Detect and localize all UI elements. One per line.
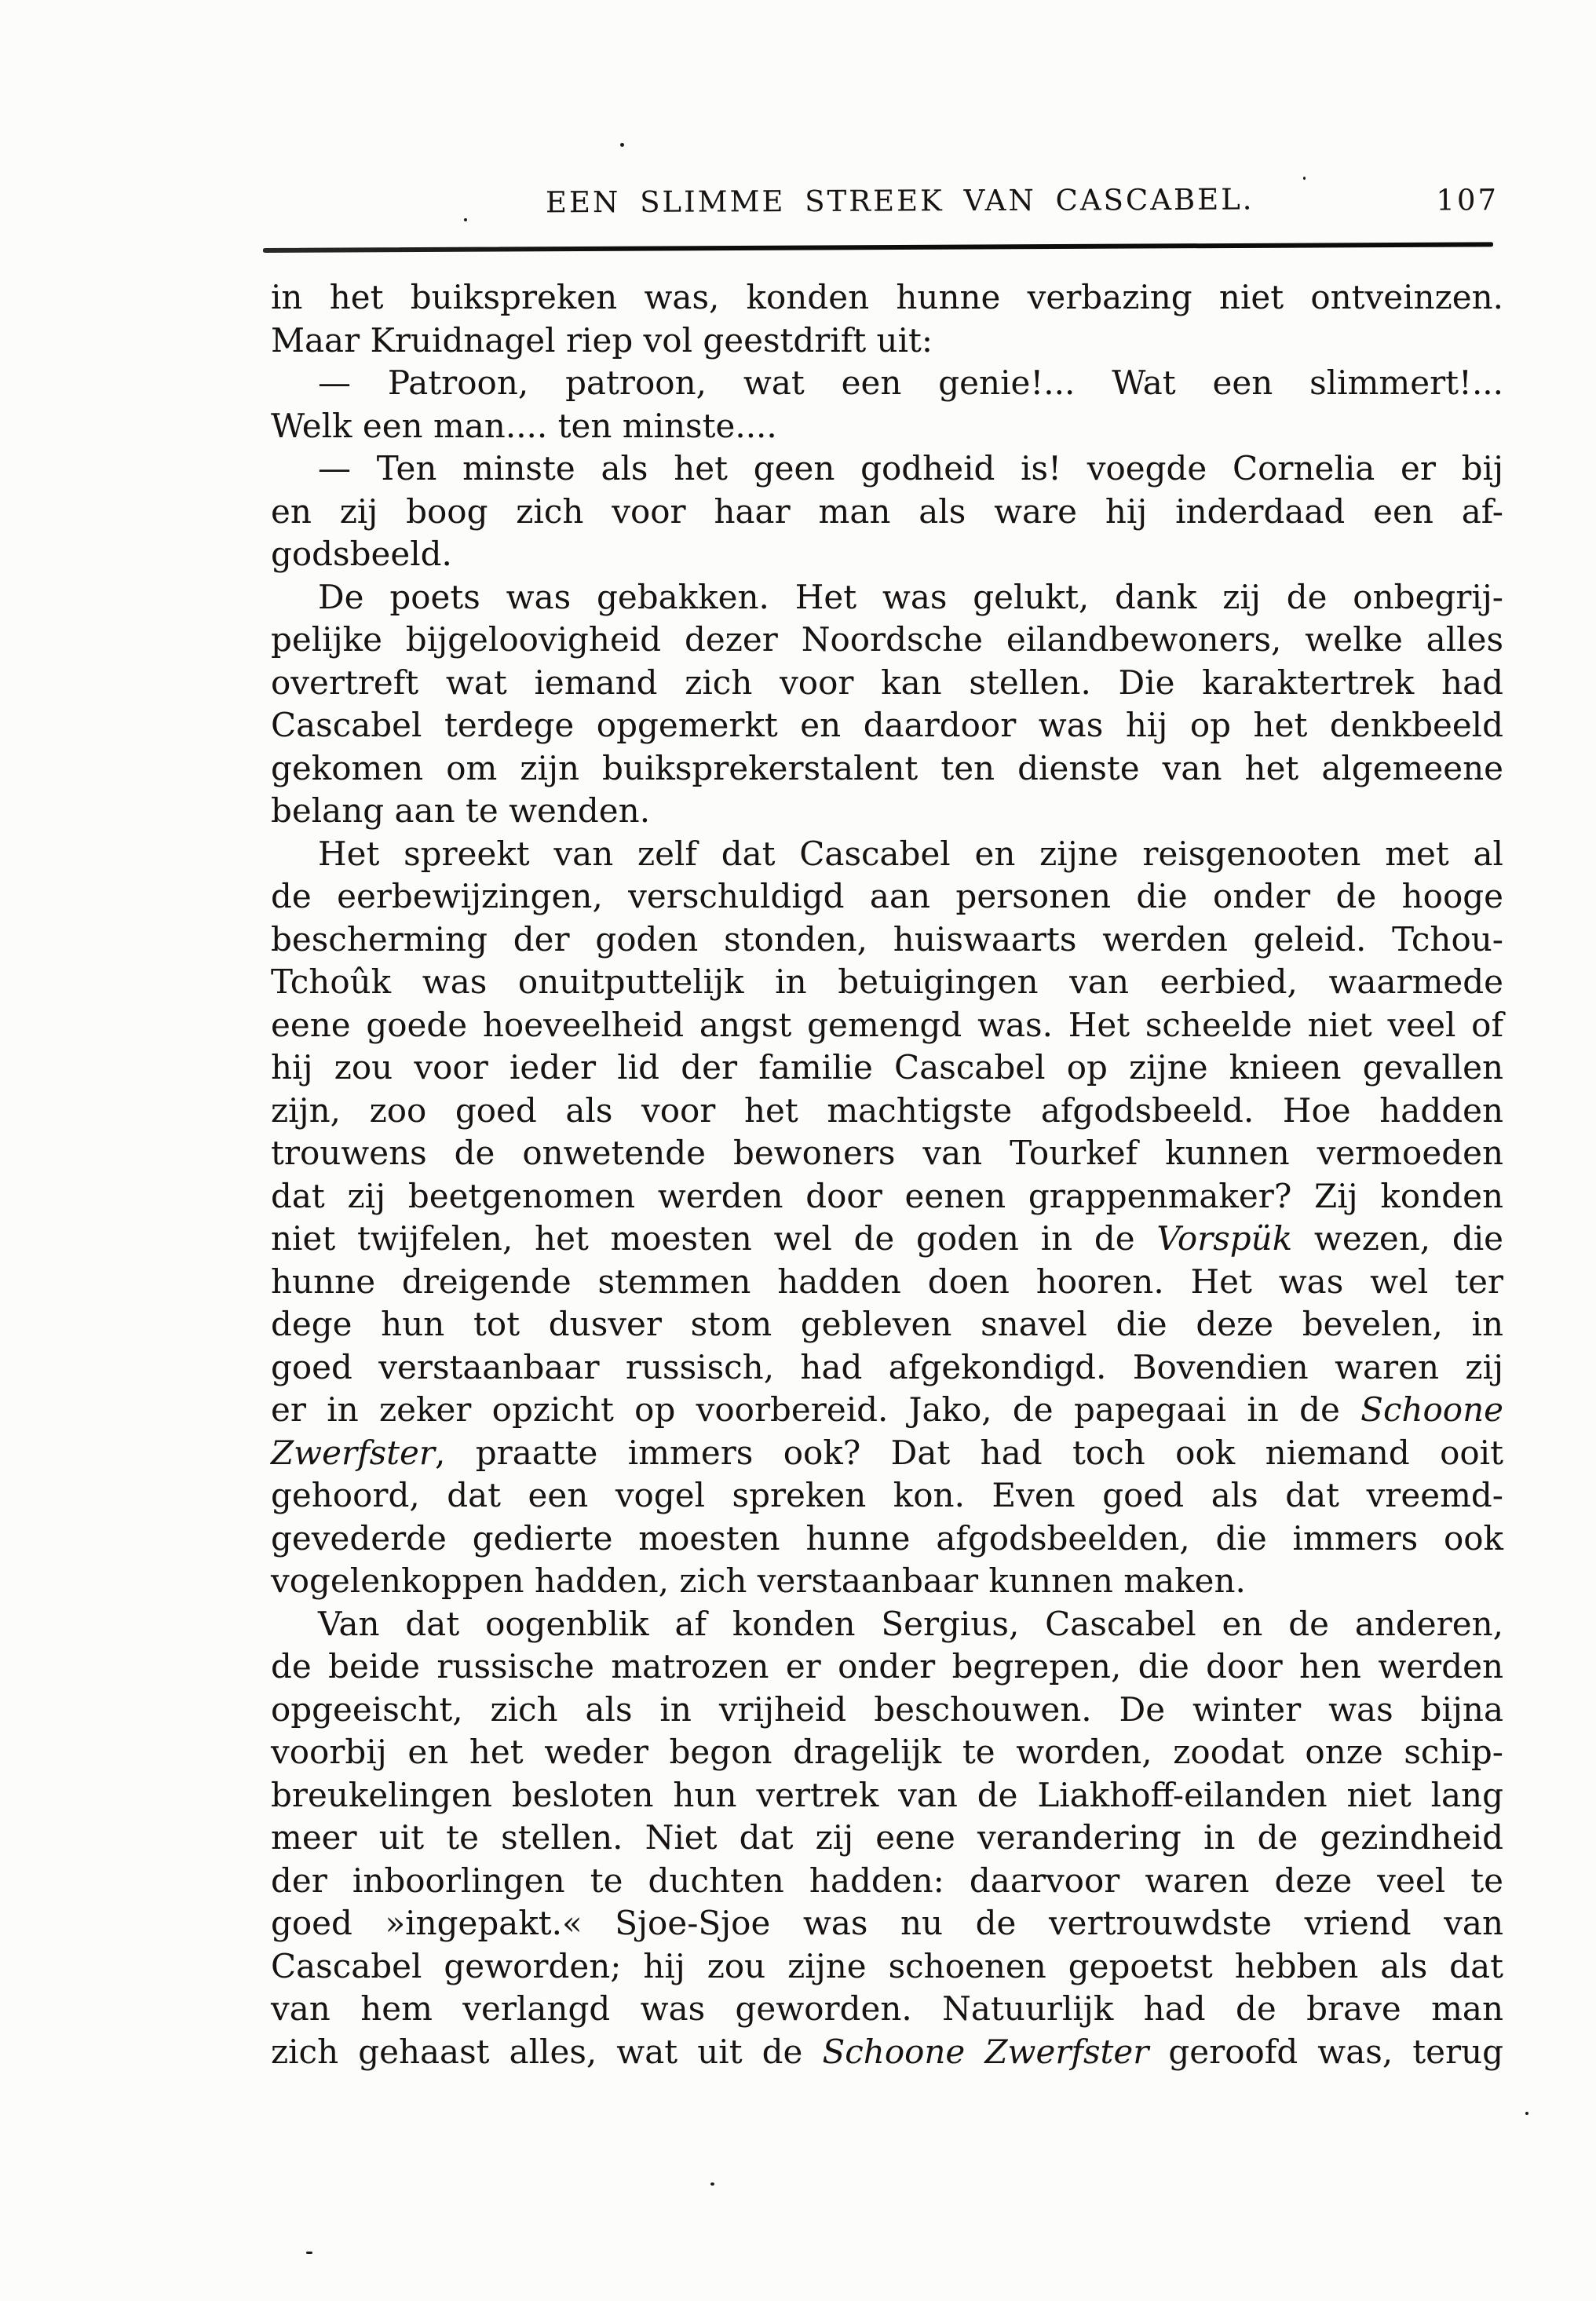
text-line (271, 1774, 1503, 1817)
text-segment: niet twijfelen, het moesten wel de goden in de (271, 1219, 1157, 1258)
text-line (271, 1346, 1503, 1390)
text-segment: De poets was gebakken. Het was gelukt, dank zij de onbegrij- (318, 577, 1503, 616)
text-segment: wezen, die (1292, 1219, 1503, 1258)
text-line (271, 1645, 1503, 1689)
text-line (271, 576, 1503, 619)
text-segment: breukelingen besloten hun vertrek van de Liakhoff-eilanden niet lang (271, 1775, 1503, 1814)
text-line (271, 405, 1503, 448)
text-line (271, 1731, 1503, 1774)
text-line (271, 961, 1503, 1004)
text-segment: en zij boog zich voor haar man als ware hij inderdaad een af- (271, 491, 1503, 531)
text-segment: Tchoûk was onuitputtelijk in betuigingen van eerbied, waarmede (271, 962, 1503, 1001)
text-line (271, 1603, 1503, 1646)
text-segment: hunne dreigende stemmen hadden doen hooren. Het was wel ter (271, 1262, 1503, 1301)
text-segment: in het buikspreken was, konden hunne verbazing niet ontveinzen. (271, 278, 1503, 316)
text-segment: meer uit te stellen. Niet dat zij eene verandering in de gezindheid (271, 1818, 1503, 1857)
text-segment: goed »ingepakt.« Sjoe-Sjoe was nu de vertrouwdste vriend van (271, 1904, 1503, 1942)
text-segment: , praatte immers ook? Dat had toch ook niemand ooit (434, 1433, 1503, 1472)
text-segment: godsbeeld. (271, 535, 452, 573)
text-line (271, 1303, 1503, 1346)
text-segment: goed verstaanbaar russisch, had afgekondigd. Bovendien waren zij (271, 1347, 1503, 1386)
text-line (271, 491, 1503, 534)
scan-speck (464, 218, 467, 221)
text-line (271, 1432, 1503, 1475)
text-segment: zich gehaast alles, wat uit de (271, 2032, 823, 2071)
text-line (271, 833, 1503, 876)
scan-speck (1525, 2112, 1528, 2115)
text-segment: bescherming der goden stonden, huiswaarts werden geleid. Tchou- (271, 919, 1503, 959)
text-line (271, 1389, 1503, 1432)
text-line (271, 790, 1503, 833)
text-segment: belang aan te wenden. (271, 791, 651, 830)
text-segment: Cascabel geworden; hij zou zijne schoenen gepoetst hebben als dat (271, 1946, 1503, 1985)
text-line (271, 320, 1503, 363)
text-line (271, 2031, 1503, 2074)
italic-phrase: Schoone Zwerfster (822, 2032, 1149, 2071)
text-line (271, 533, 1503, 576)
text-segment: overtreft wat iemand zich voor kan stellen. Die karaktertrek had (271, 663, 1503, 702)
page-number: 107 (1436, 183, 1499, 217)
text-segment: pelijke bijgeloovigheid dezer Noordsche eilandbewoners, welke alles (271, 620, 1503, 659)
text-segment: dege hun tot dusver stom gebleven snavel die deze bevelen, in (271, 1305, 1503, 1343)
text-segment: opgeeischt, zich als in vrijheid beschouwen. De winter was bijna (271, 1689, 1503, 1729)
italic-phrase: Zwerfster (271, 1433, 435, 1472)
italic-phrase: Vorspük (1156, 1219, 1293, 1258)
text-segment: Het spreekt van zelf dat Cascabel en zijne reisgenooten met al (318, 834, 1503, 873)
text-segment: vogelenkoppen hadden, zich verstaanbaar kunnen maken. (271, 1561, 1246, 1600)
text-segment: eene goede hoeveelheid angst gemengd was. Het scheelde niet veel of (271, 1005, 1503, 1044)
running-header (263, 181, 1503, 226)
text-segment: hij zou voor ieder lid der familie Cascabel op zijne knieen gevallen (271, 1048, 1503, 1087)
text-line (271, 1689, 1503, 1732)
text-segment: geroofd was, terug (1149, 2032, 1503, 2071)
text-block (271, 276, 1503, 2073)
text-line (271, 704, 1503, 747)
text-line (271, 1004, 1503, 1047)
text-segment: — Ten minste als het geen godheid is! voegde Cornelia er bij (318, 449, 1503, 488)
scan-speck (306, 2252, 312, 2254)
text-line (271, 1817, 1503, 1860)
text-segment: van hem verlangd was geworden. Natuurlijk had de brave man (271, 1989, 1503, 2028)
text-segment: er in zeker opzicht op voorbereid. Jako, de papegaai in de (271, 1390, 1361, 1429)
text-line (271, 1132, 1503, 1175)
text-line (271, 1175, 1503, 1218)
text-line (271, 919, 1503, 962)
text-segment: gekomen om zijn buiksprekerstalent ten dienste van het algemeene (271, 748, 1503, 787)
text-line (271, 1046, 1503, 1090)
text-line (271, 1945, 1503, 1989)
text-segment: trouwens de onwetende bewoners van Tourkef kunnen vermoeden (271, 1134, 1503, 1172)
text-line (271, 1518, 1503, 1561)
text-line (271, 1261, 1503, 1304)
text-segment: de beide russische matrozen er onder begrepen, die door hen werden (271, 1647, 1503, 1686)
text-line (271, 1218, 1503, 1261)
text-line (271, 362, 1503, 405)
text-segment: Welk een man.... ten minste.... (271, 406, 777, 445)
text-segment: voorbij en het weder begon dragelijk te worden, zoodat onze schip- (271, 1733, 1503, 1771)
text-line (271, 747, 1503, 791)
text-line (271, 1560, 1503, 1603)
text-segment: zijn, zoo goed als voor het machtigste afgodsbeeld. Hoe hadden (271, 1090, 1503, 1130)
scan-speck (1303, 177, 1306, 180)
text-line (271, 447, 1503, 491)
text-segment: — Patroon, patroon, wat een genie!... Wat een slimmert!... (318, 363, 1503, 402)
text-line (271, 619, 1503, 662)
text-segment: Cascabel terdege opgemerkt en daardoor was hij op het denkbeeld (271, 706, 1503, 744)
text-line (271, 1090, 1503, 1133)
text-segment: Maar Kruidnagel riep vol geestdrift uit: (271, 320, 933, 360)
scan-speck (620, 143, 624, 147)
text-line (271, 1860, 1503, 1903)
text-segment: Van dat oogenblik af konden Sergius, Cascabel en de anderen, (318, 1604, 1503, 1643)
text-line (271, 1474, 1503, 1518)
italic-phrase: Schoone (1360, 1390, 1503, 1429)
text-line (271, 875, 1503, 919)
text-segment: der inboorlingen te duchten hadden: daarvoor waren deze veel te (271, 1861, 1503, 1900)
text-segment: gevederde gedierte moesten hunne afgodsbeelden, die immers ook (271, 1518, 1503, 1558)
text-line (271, 662, 1503, 705)
text-line (271, 276, 1503, 320)
text-segment: gehoord, dat een vogel spreken kon. Even goed als dat vreemd- (271, 1476, 1503, 1514)
text-segment: de eerbewijzingen, verschuldigd aan personen die onder de hooge (271, 877, 1503, 915)
header-rule (263, 242, 1493, 253)
page-title: EEN SLIMME STREEK VAN CASCABEL. (545, 182, 1255, 220)
text-line (271, 1988, 1503, 2031)
text-segment: dat zij beetgenomen werden door eenen grappenmaker? Zij konden (271, 1176, 1503, 1215)
scan-speck (710, 2182, 714, 2186)
text-line (271, 1902, 1503, 1945)
